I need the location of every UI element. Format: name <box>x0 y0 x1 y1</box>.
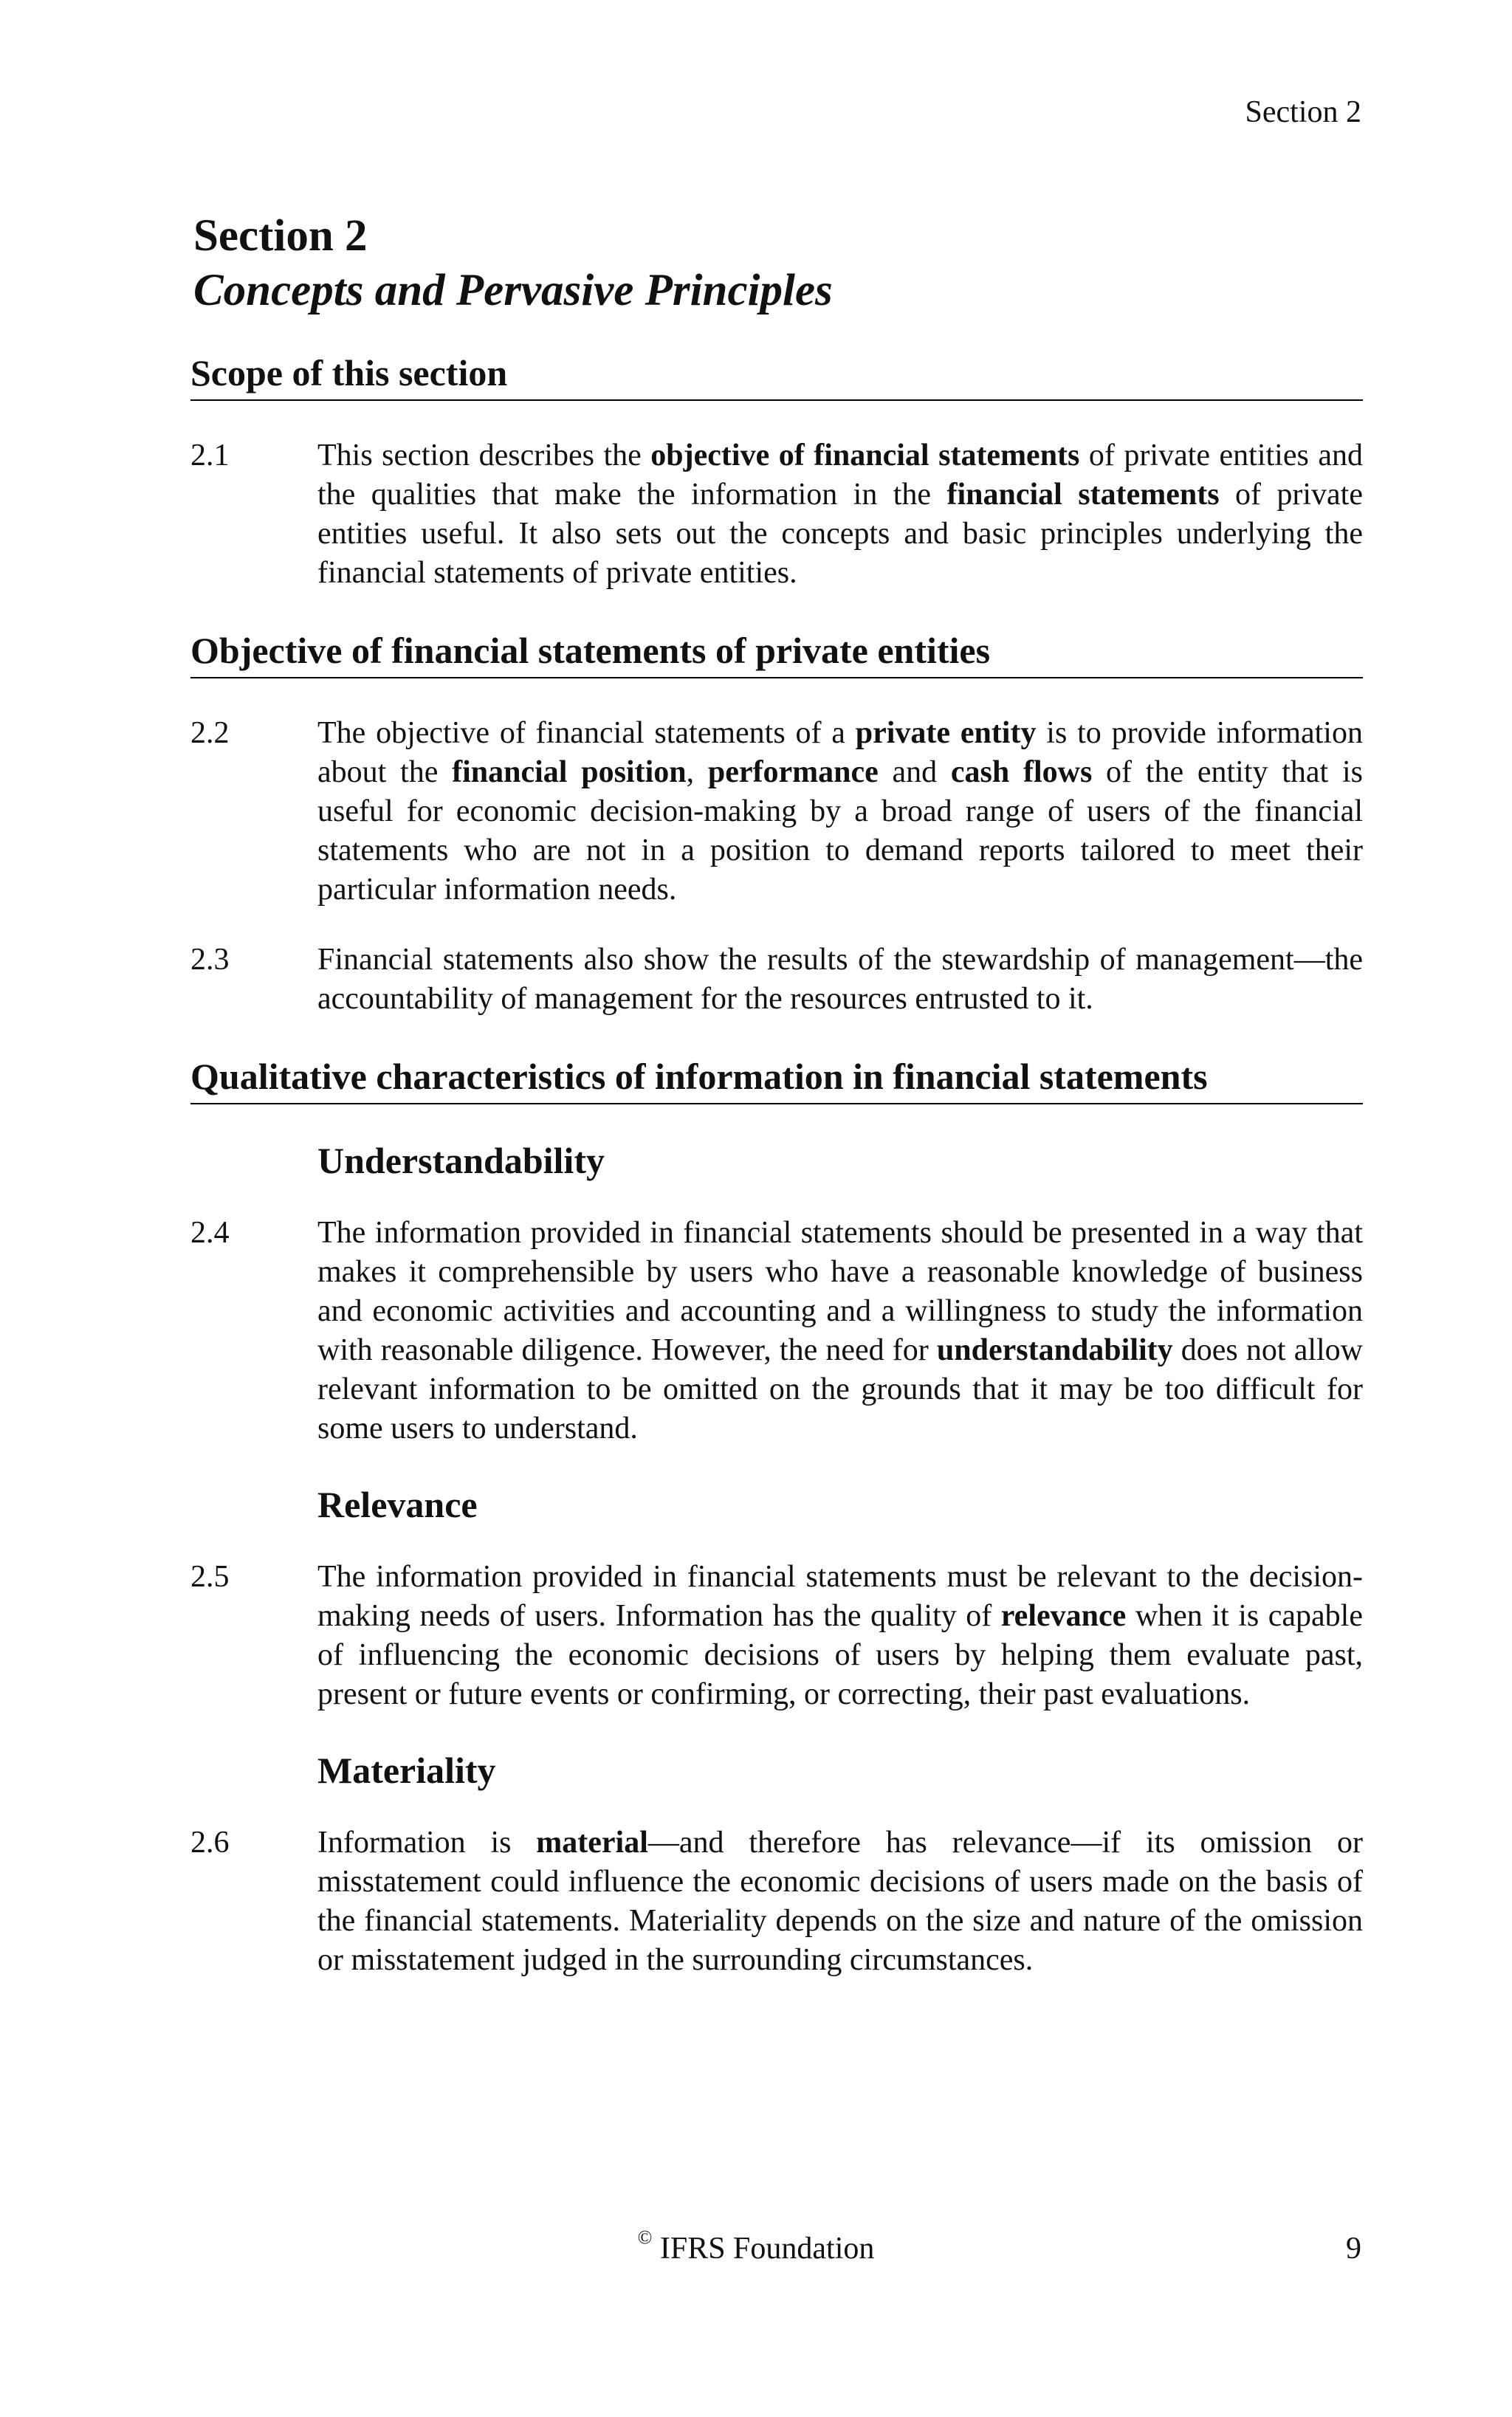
paragraph-text <box>317 1558 1363 1714</box>
text-run: The objective of financial statements of a <box>317 716 856 750</box>
copyright-symbol: © <box>637 2227 653 2248</box>
paragraph-number: 2.3 <box>190 943 230 977</box>
defined-term: financial position <box>452 755 687 789</box>
paragraph-2-2 <box>190 714 1363 910</box>
defined-term: relevance <box>1000 1599 1127 1633</box>
paragraph-text <box>317 941 1363 1019</box>
section-heading-scope: Scope of this section <box>190 351 1363 401</box>
paragraph-number: 2.5 <box>190 1560 230 1594</box>
running-head: Section 2 <box>1245 95 1361 129</box>
section-heading-objective: Objective of financial statements of private entities <box>190 628 1363 678</box>
text-run: of private entities and the qualities that make the information in the <box>317 439 1363 512</box>
defined-term: objective of financial statements <box>650 439 1080 472</box>
paragraph-text <box>317 1823 1363 1980</box>
text-run: when it is capable of influencing the economic decisions of users by helping them evaluate past, present or future events or confirming, or correcting, their past evaluations. <box>317 1599 1363 1711</box>
defined-term: understandability <box>936 1333 1173 1367</box>
page-number: 9 <box>1346 2232 1361 2266</box>
paragraph-number: 2.2 <box>190 716 230 750</box>
paragraph-2-1 <box>190 436 1363 593</box>
paragraph-text <box>317 436 1363 593</box>
defined-term: performance <box>707 755 879 789</box>
footer-copyright <box>0 2227 1512 2266</box>
paragraph-2-3 <box>190 941 1363 1019</box>
section-title-block <box>193 209 1361 318</box>
section-title: Section 2 <box>193 211 368 261</box>
document-body <box>190 351 1363 1980</box>
defined-term: financial statements <box>946 478 1220 512</box>
paragraph-2-4 <box>190 1214 1363 1448</box>
text-run: , <box>686 755 708 789</box>
text-run: The information provided in financial statements should be presented in a way that makes it comprehensible by users who have a reasonable knowledge of business and economic activities and accounting and a willingness to study the information with reasonable diligence. However, the need for <box>317 1216 1363 1367</box>
paragraph-2-5 <box>190 1558 1363 1714</box>
footer-publisher: IFRS Foundation <box>659 2232 875 2266</box>
defined-term: cash flows <box>950 755 1093 789</box>
text-run: of private entities useful. It also sets out the concepts and basic principles underlying the financial statements of private entities. <box>317 478 1363 590</box>
subheading-understandability: Understandability <box>317 1140 605 1181</box>
text-run: This section describes the <box>317 439 651 472</box>
paragraph-number: 2.4 <box>190 1216 230 1250</box>
defined-term: material <box>536 1826 648 1860</box>
text-run: The information provided in financial statements must be relevant to the decision-making needs of users. Information has the quality of <box>317 1560 1363 1633</box>
text-run: Information is <box>317 1826 537 1860</box>
text-run: Financial statements also show the results of the stewardship of management—the accountability of management for the resources entrusted to it. <box>317 943 1363 1016</box>
text-run: is to provide information about the <box>317 716 1363 789</box>
paragraph-text <box>317 1214 1363 1448</box>
paragraph-2-6 <box>190 1823 1363 1980</box>
subheading-materiality: Materiality <box>317 1750 496 1791</box>
subheading-relevance: Relevance <box>317 1484 478 1525</box>
text-run: —and therefore has relevance—if its omission or misstatement could influence the economic decisions of users made on the basis of the financial statements. Materiality depends on the size and nature of the omission or misstatement judged in the surrounding circumstances. <box>317 1826 1363 1977</box>
paragraph-number: 2.6 <box>190 1826 230 1860</box>
text-run: and <box>878 755 951 789</box>
paragraph-text <box>317 714 1363 910</box>
text-run: of the entity that is useful for economic decision-making by a broad range of users of the financial statements who are not in a position to demand reports tailored to meet their particular information needs. <box>317 755 1363 907</box>
paragraph-number: 2.1 <box>190 439 230 472</box>
defined-term: private entity <box>855 716 1037 750</box>
section-heading-qualitative: Qualitative characteristics of information in financial statements <box>190 1054 1363 1104</box>
text-run: does not allow relevant information to be omitted on the grounds that it may be too difficult for some users to understand. <box>317 1333 1364 1445</box>
section-subtitle: Concepts and Pervasive Principles <box>193 266 833 315</box>
